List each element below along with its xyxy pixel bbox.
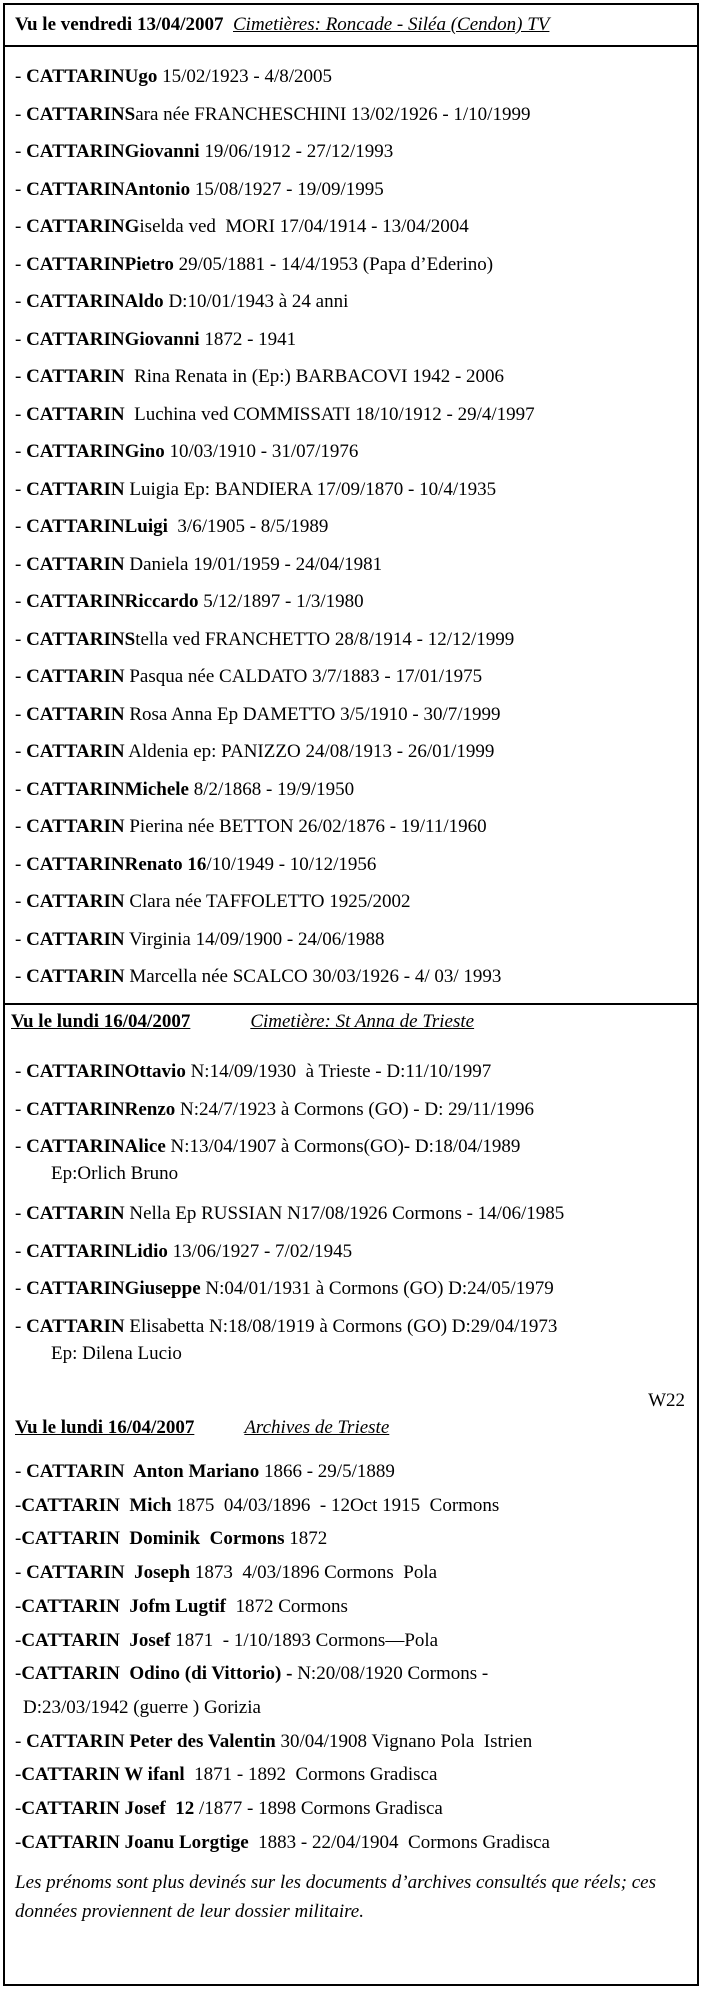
entry-row [15,1489,695,1523]
entry-given-name: Aldo [124,291,164,312]
entry-surname: CATTARIN [26,1315,125,1337]
entry-prefix: - [15,1831,22,1853]
entry-row [15,1195,695,1233]
entry-prefix: - [15,141,27,162]
entry-details: Clara née TAFFOLETTO 1925/2002 [124,891,411,912]
entry-details: Rina Renata in (Ep:) BARBACOVI 1942 - 2006 [124,366,505,387]
entry-details: ara née FRANCHESCHINI 13/02/1926 - 1/10/1999 [135,103,531,125]
section-header-st-anna [11,1011,474,1033]
entry-given-name: Peter des Valentin [124,1730,276,1752]
entry-row [15,621,695,659]
entry-surname: CATTARIN [26,66,125,87]
entry-details: 5/12/1897 - 1/3/1980 [198,591,364,612]
entry-details: D:10/01/1943 à 24 anni [163,291,349,312]
entry-prefix: - [15,853,27,875]
entry-details: 1875 04/03/1896 - 12Oct 1915 Cormons [171,1494,500,1516]
entry-prefix: - [15,328,27,350]
entry-row [15,696,695,734]
section-header-archives [15,1417,389,1439]
entry-surname: CATTARIN [21,1831,120,1853]
entry-given-name: Riccardo [124,591,199,612]
entry-details: 1872 Cormons [225,1595,348,1617]
entry-details: Daniela 19/01/1959 - 24/04/1981 [124,553,383,575]
entry-details: Virginia 14/09/1900 - 24/06/1988 [124,928,385,950]
entry-surname: CATTARIN [26,966,125,987]
entry-surname: CATTARIN [26,1562,125,1584]
entry-given-name: Joseph [124,1562,191,1584]
entry-given-name: Giovanni [124,141,200,162]
entry-surname: CATTARIN [26,1098,125,1120]
entry-prefix: - [15,1061,27,1082]
entry-prefix: - [15,253,27,275]
entry-prefix: - [15,66,27,87]
entry-continuation: Ep:Orlich Bruno [51,1163,179,1184]
entry-row [15,546,695,584]
entry-surname: CATTARIN [21,1663,120,1685]
entry-row [15,1792,695,1826]
entry-given-name: Luigi [124,516,168,537]
entry-row [15,1556,695,1590]
entry-row [15,1758,695,1792]
entry-surname: CATTARIN [21,1528,120,1550]
entry-row [15,171,695,209]
entry-surname: CATTARIN [26,666,125,687]
entry-surname: CATTARIN [26,1061,125,1082]
entry-given-name: Renato 16 [124,853,207,875]
entry-surname: CATTARIN [26,891,125,912]
entry-details: 15/02/1923 - 4/8/2005 [157,66,333,87]
entry-prefix: - [15,516,27,537]
entry-details: 13/06/1927 - 7/02/1945 [167,1240,353,1262]
entry-details: 1871 - 1892 Cormons Gradisca [184,1764,438,1786]
entry-given-name: Joanu Lorgtige [119,1831,249,1853]
entry-prefix: - [15,291,27,312]
entry-row [15,1590,695,1624]
entry-row [15,1522,695,1556]
entry-details: Pasqua née CALDATO 3/7/1883 - 17/01/1975 [124,666,483,687]
entry-row [15,358,695,396]
entry-prefix: - [15,1315,27,1337]
entry-given-name: W ifanl [119,1764,185,1786]
entry-surname: CATTARIN [21,1798,120,1820]
entry-details: N:24/7/1923 à Cormons (GO) - D: 29/11/1996 [175,1098,534,1120]
entry-given-name: Odino (di Vittorio) - [119,1663,293,1685]
entry-details: 1866 - 29/5/1889 [259,1461,395,1482]
entry-details: Rosa Anna Ep DAMETTO 3/5/1910 - 30/7/1999 [124,703,501,725]
entry-details: Pierina née BETTON 26/02/1876 - 19/11/1960 [124,816,487,837]
entry-prefix: - [15,1136,27,1157]
entry-surname: CATTARIN [26,553,125,575]
entry-continuation: D:23/03/1942 (guerre ) Gorizia [23,1696,261,1718]
footer-note: Les prénoms sont plus devinés sur les documents d’archives consultés que réels; ces données proviennent de leur dossier militaire. [15,1872,656,1922]
entry-row [15,1455,695,1489]
entry-prefix: - [15,628,27,650]
entry-row [15,133,695,171]
entry-row [15,883,695,921]
entry-prefix: - [15,703,27,725]
entry-details: 1871 - 1/10/1893 Cormons—Pola [170,1629,439,1651]
entry-details: iselda ved MORI 17/04/1914 - 13/04/2004 [139,216,469,237]
entry-row [15,1270,695,1308]
entry-surname: CATTARIN [26,253,125,275]
entry-surname: CATTARIN [26,778,125,800]
entry-prefix: - [15,816,27,837]
entry-details: 1873 4/03/1896 Cormons Pola [190,1562,438,1584]
entry-surname: CATTARIN [21,1764,120,1786]
section-divider [5,1003,697,1005]
entry-surname: CATTARIN [26,1240,125,1262]
entry-given-name: Anton Mariano [124,1461,260,1482]
entry-row [15,208,695,246]
entry-row [15,583,695,621]
entry-row [15,96,695,134]
section-place: Cimetières: Roncade - Siléa (Cendon) TV [233,14,550,35]
entry-details: N:04/01/1931 à Cormons (GO) D:24/05/1979 [200,1278,554,1299]
entry-given-name: S [124,628,136,650]
entry-prefix: - [15,1278,27,1299]
entry-row [15,1091,695,1129]
entry-prefix: - [15,1798,22,1820]
entry-prefix: - [15,1562,27,1584]
entry-row [15,1725,695,1759]
section-date: Vu le lundi 16/04/2007 [15,1417,195,1438]
entry-given-name: Antonio [124,178,191,200]
entry-given-name: Gino [124,441,165,462]
entry-details: 10/03/1910 - 31/07/1976 [164,441,359,462]
entry-row [15,1128,695,1195]
entry-row [15,321,695,359]
entry-surname: CATTARIN [26,478,125,500]
entry-row [15,1308,695,1375]
section-place: Cimetière: St Anna de Trieste [250,1011,475,1032]
entry-prefix: - [15,103,27,125]
entry-prefix: - [15,1730,27,1752]
entry-details: 19/06/1912 - 27/12/1993 [199,141,394,162]
entry-surname: CATTARIN [26,291,125,312]
entry-row [15,1826,695,1860]
section-place: Archives de Trieste [244,1417,390,1438]
entry-surname: CATTARIN [26,591,125,612]
entry-details: 1883 - 22/04/1904 Cormons Gradisca [248,1831,550,1853]
entry-prefix: - [15,741,27,762]
entry-details: /10/1949 - 10/12/1956 [206,853,377,875]
entry-prefix: - [15,666,27,687]
entry-row [15,1053,695,1091]
entry-details: 1872 - 1941 [199,328,297,350]
entry-row [15,283,695,321]
entry-prefix: - [15,591,27,612]
entry-surname: CATTARIN [26,1461,125,1482]
section-header-roncade [15,14,549,36]
entry-prefix: - [15,1494,22,1516]
entries-list-st-anna [15,1053,695,1375]
entry-prefix: - [15,1098,27,1120]
entry-prefix: - [15,1240,27,1262]
entry-continuation: Ep: Dilena Lucio [51,1342,182,1364]
entry-details: Luchina ved COMMISSATI 18/10/1912 - 29/4/1997 [124,403,535,425]
entry-details: 3/6/1905 - 8/5/1989 [167,516,329,537]
entry-surname: CATTARIN [26,366,125,387]
entry-given-name: Ottavio [124,1061,186,1082]
entry-details: /1877 - 1898 Cormons Gradisca [194,1798,443,1820]
entry-row [15,246,695,284]
entry-prefix: - [15,1595,22,1617]
entry-prefix: - [15,441,27,462]
entry-given-name: Dominik Cormons [119,1528,285,1550]
entry-row [15,658,695,696]
entry-details: N:20/08/1920 Cormons - [292,1663,489,1685]
entry-prefix: - [15,216,27,237]
entry-details: Nella Ep RUSSIAN N17/08/1926 Cormons - 14/06/1985 [124,1203,565,1224]
entry-details: 29/05/1881 - 14/4/1953 (Papa d’Ederino) [173,253,494,275]
entry-prefix: - [15,1663,22,1685]
entry-prefix: - [15,403,27,425]
entry-details: Marcella née SCALCO 30/03/1926 - 4/ 03/ 1993 [124,966,502,987]
entry-prefix: - [15,478,27,500]
entry-details: Luigia Ep: BANDIERA 17/09/1870 - 10/4/1935 [124,478,497,500]
entry-surname: CATTARIN [26,103,125,125]
entry-given-name: Giovanni [124,328,200,350]
entry-surname: CATTARIN [26,1203,125,1224]
entry-given-name: Jofm Lugtif [119,1595,226,1617]
entry-details: N:13/04/1907 à Cormons(GO)- D:18/04/1989 [165,1136,521,1157]
entry-row [15,771,695,809]
entry-prefix: - [15,553,27,575]
entry-row [15,958,695,996]
entry-details: 15/08/1927 - 19/09/1995 [190,178,384,200]
entry-row [15,433,695,471]
entry-details: Elisabetta N:18/08/1919 à Cormons (GO) D:29/04/1973 [124,1315,558,1337]
entry-prefix: - [15,1461,27,1482]
entry-row [15,396,695,434]
entry-prefix: - [15,1764,22,1786]
section-divider [5,45,697,47]
entry-row [15,508,695,546]
entry-prefix: - [15,891,27,912]
entry-surname: CATTARIN [26,628,125,650]
entry-surname: CATTARIN [26,741,125,762]
entry-surname: CATTARIN [21,1494,120,1516]
entry-row [15,471,695,509]
entry-details: 1872 [284,1528,328,1550]
entry-surname: CATTARIN [26,928,125,950]
entry-row [15,808,695,846]
entry-given-name: Ugo [124,66,158,87]
entry-row [15,921,695,959]
entry-surname: CATTARIN [26,1730,125,1752]
entry-given-name: G [124,216,140,237]
entry-details: 8/2/1868 - 19/9/1950 [188,778,355,800]
entry-surname: CATTARIN [26,703,125,725]
entry-surname: CATTARIN [26,441,125,462]
entry-surname: CATTARIN [21,1629,120,1651]
entry-given-name: Mich [119,1494,172,1516]
page-code: W22 [648,1390,685,1411]
entry-row [15,1657,695,1724]
entry-row [15,1624,695,1658]
entry-row [15,1233,695,1271]
entry-surname: CATTARIN [26,328,125,350]
entry-given-name: Josef [119,1629,171,1651]
entry-row [15,846,695,884]
entry-surname: CATTARIN [26,178,125,200]
entry-surname: CATTARIN [26,1136,125,1157]
entry-surname: CATTARIN [26,141,125,162]
entry-surname: CATTARIN [26,816,125,837]
entry-prefix: - [15,178,27,200]
entry-given-name: Lidio [124,1240,168,1262]
entry-surname: CATTARIN [26,403,125,425]
entry-surname: CATTARIN [26,1278,125,1299]
entry-details: Aldenia ep: PANIZZO 24/08/1913 - 26/01/1999 [124,741,495,762]
entry-surname: CATTARIN [26,853,125,875]
entry-details: tella ved FRANCHETTO 28/8/1914 - 12/12/1999 [135,628,515,650]
entry-given-name: Alice [124,1136,166,1157]
entry-given-name: Renzo [124,1098,176,1120]
entry-given-name: Josef 12 [119,1798,195,1820]
entry-prefix: - [15,966,27,987]
section-date: Vu le vendredi 13/04/2007 [15,14,224,35]
entry-row [15,733,695,771]
entry-surname: CATTARIN [26,516,125,537]
entry-details: N:14/09/1930 à Trieste - D:11/10/1997 [185,1061,492,1082]
entry-details: 30/04/1908 Vignano Pola Istrien [275,1730,533,1752]
entry-given-name: S [124,103,136,125]
entry-prefix: - [15,1629,22,1651]
entry-given-name: Pietro [124,253,174,275]
entry-prefix: - [15,928,27,950]
entry-row [15,58,695,96]
document-frame [3,3,699,1986]
entry-given-name: Michele [124,778,189,800]
entries-list-archives [15,1455,695,1859]
entry-given-name: Giuseppe [124,1278,201,1299]
entry-prefix: - [15,778,27,800]
entry-prefix: - [15,1203,27,1224]
section-date: Vu le lundi 16/04/2007 [11,1011,191,1032]
entry-surname: CATTARIN [26,216,125,237]
entry-prefix: - [15,1528,22,1550]
entry-prefix: - [15,366,27,387]
entry-surname: CATTARIN [21,1595,120,1617]
entries-list-roncade [15,58,695,996]
